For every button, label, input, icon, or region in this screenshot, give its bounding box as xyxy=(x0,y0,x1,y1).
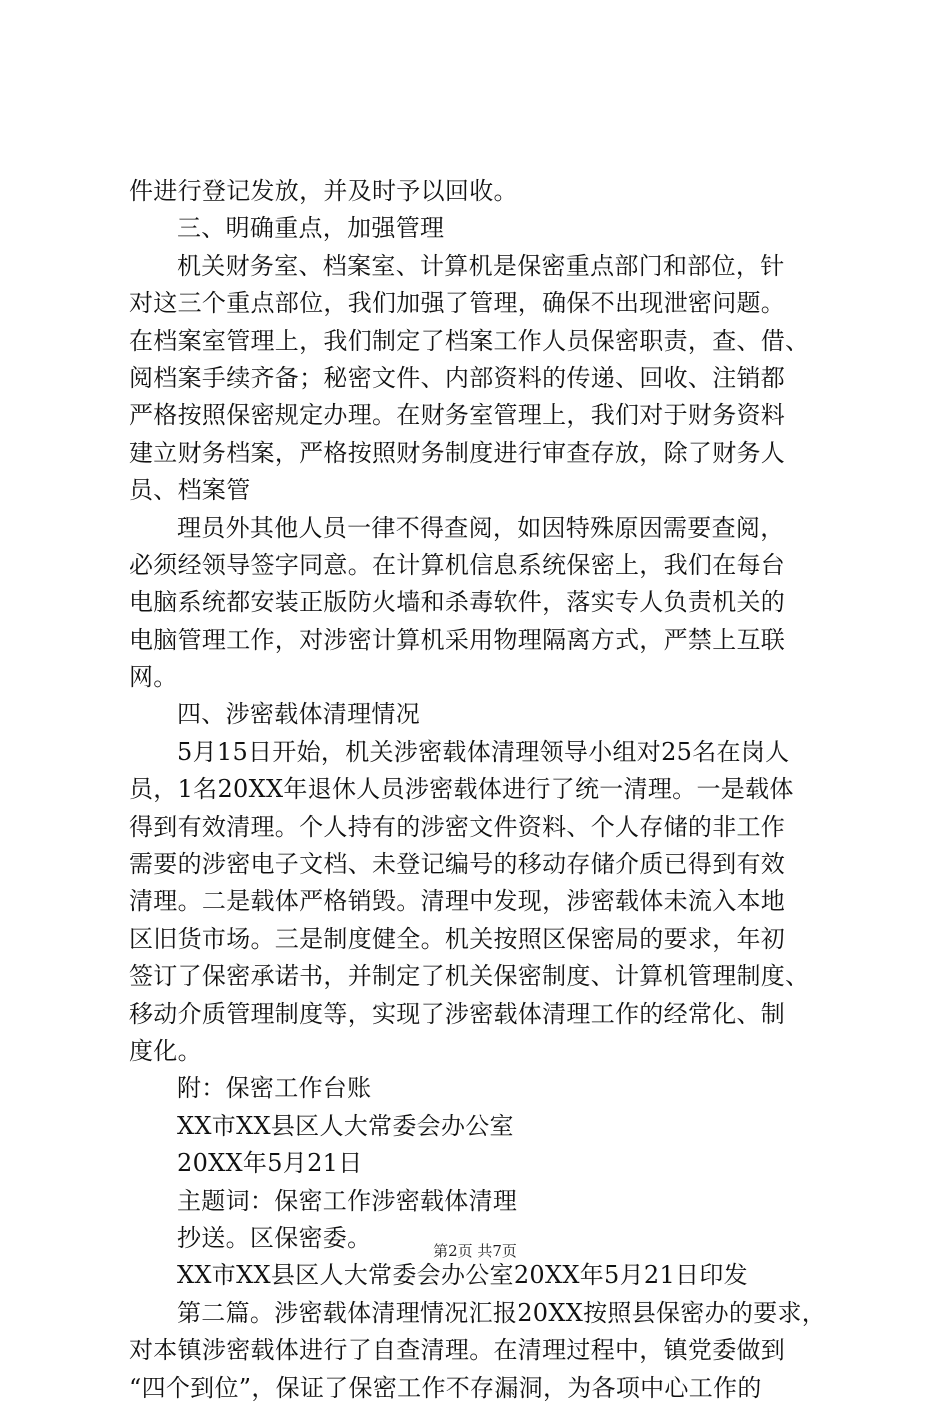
text-line: 员、档案管 xyxy=(129,476,251,505)
text-line: 需要的涉密电子文档、未登记编号的移动存储介质已得到有效 xyxy=(129,850,786,879)
text-line: 签订了保密承诺书，并制定了机关保密制度、计算机管理制度、 xyxy=(129,962,810,991)
text-line: 理员外其他人员一律不得查阅，如因特殊原因需要查阅， xyxy=(177,513,785,542)
text-line: 主题词：保密工作涉密载体清理 xyxy=(177,1186,518,1215)
text-line: 对本镇涉密载体进行了自查清理。在清理过程中，镇党委做到 xyxy=(129,1336,786,1365)
text-line: 三、明确重点，加强管理 xyxy=(177,214,445,243)
text-line: 得到有效清理。个人持有的涉密文件资料、个人存储的非工作 xyxy=(129,812,786,841)
text-line: 员，1名20XX年退休人员涉密载体进行了统一清理。一是载体 xyxy=(129,775,794,804)
text-line: 对这三个重点部位，我们加强了管理，确保不出现泄密问题。 xyxy=(129,289,786,318)
text-line: 必须经领导签字同意。在计算机信息系统保密上，我们在每台 xyxy=(129,550,786,579)
text-line: 移动介质管理制度等，实现了涉密载体清理工作的经常化、制 xyxy=(129,999,786,1028)
text-line: XX市XX县区人大常委会办公室 xyxy=(177,1111,514,1140)
text-line: 第二篇。涉密载体清理情况汇报20XX按照县保密办的要求， xyxy=(177,1298,827,1327)
text-line: 抄送。区保密委。 xyxy=(177,1223,372,1252)
text-line: 20XX年5月21日 xyxy=(177,1149,363,1178)
text-line: 件进行登记发放，并及时予以回收。 xyxy=(129,177,518,205)
text-line: 阅档案手续齐备；秘密文件、内部资料的传递、回收、注销都 xyxy=(129,363,786,392)
text-line: “四个到位”，保证了保密工作不存漏洞，为各项中心工作的 xyxy=(129,1373,762,1402)
text-line: 在档案室管理上，我们制定了档案工作人员保密职责，查、借、 xyxy=(129,326,810,355)
text-line: 区旧货市场。三是制度健全。机关按照区保密局的要求，年初 xyxy=(129,924,786,953)
page-number-footer: 第2页 共7页 xyxy=(433,1242,517,1260)
text-line: XX市XX县区人大常委会办公室20XX年5月21日印发 xyxy=(177,1261,748,1290)
text-line: 网。 xyxy=(129,663,178,692)
text-line: 严格按照保密规定办理。在财务室管理上，我们对于财务资料 xyxy=(129,401,786,430)
text-line: 清理。二是载体严格销毁。清理中发现，涉密载体未流入本地 xyxy=(129,887,786,916)
text-line: 附：保密工作台账 xyxy=(177,1074,372,1103)
text-line: 建立财务档案，严格按照财务制度进行审查存放，除了财务人 xyxy=(129,438,786,467)
text-line: 度化。 xyxy=(129,1036,202,1065)
document-body xyxy=(129,173,829,1407)
text-line: 电脑系统都安装正版防火墙和杀毒软件，落实专人负责机关的 xyxy=(129,588,786,617)
text-line: 5月15日开始，机关涉密载体清理领导小组对25名在岗人 xyxy=(177,737,790,766)
text-line: 机关财务室、档案室、计算机是保密重点部门和部位，针 xyxy=(177,251,785,280)
text-line: 电脑管理工作，对涉密计算机采用物理隔离方式，严禁上互联 xyxy=(129,625,786,654)
text-line: 四、涉密载体清理情况 xyxy=(177,700,420,729)
